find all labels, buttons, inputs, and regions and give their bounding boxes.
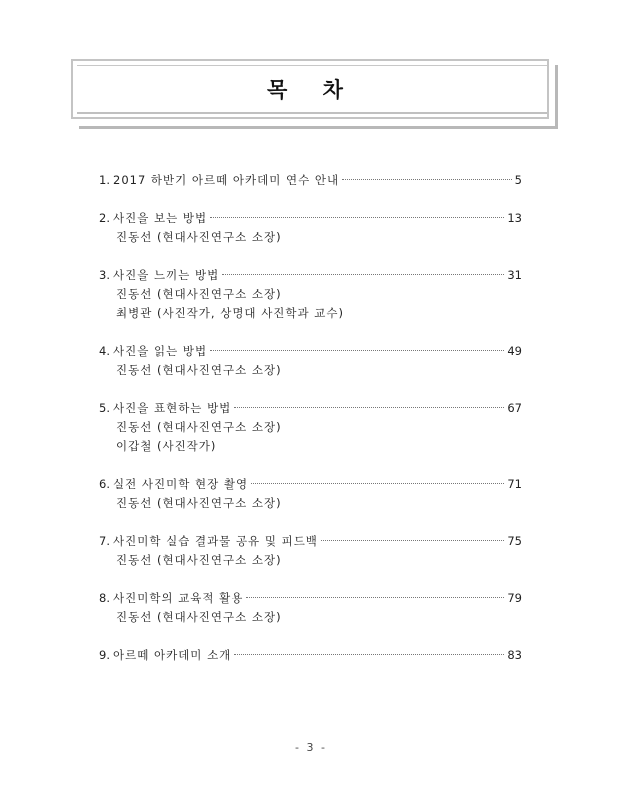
dot-leader bbox=[222, 274, 504, 275]
toc-page-number: 13 bbox=[507, 211, 522, 225]
title-box bbox=[71, 59, 549, 119]
toc-number: 9. bbox=[99, 648, 110, 662]
toc-presenter: 최병관 (사진작가, 상명대 사진학과 교수) bbox=[116, 306, 344, 320]
toc-title: 아르떼 아카데미 소개 bbox=[113, 648, 232, 662]
toc-line[interactable] bbox=[99, 171, 522, 190]
toc-presenter: 진동선 (현대사진연구소 소장) bbox=[116, 287, 282, 301]
toc-title: 사진을 느끼는 방법 bbox=[113, 268, 220, 282]
toc-title: 2017 하반기 아르떼 아카데미 연수 안내 bbox=[113, 173, 340, 187]
toc-entry bbox=[99, 266, 522, 323]
dot-leader bbox=[210, 350, 504, 351]
toc-page-number: 71 bbox=[507, 477, 522, 491]
title-inner bbox=[77, 65, 547, 114]
toc-title: 사진을 보는 방법 bbox=[113, 211, 208, 225]
toc-entry bbox=[99, 399, 522, 456]
toc-page-number: 67 bbox=[507, 401, 522, 415]
page-number: - 3 - bbox=[295, 741, 327, 754]
toc-number: 5. bbox=[99, 401, 110, 415]
toc-title: 사진을 읽는 방법 bbox=[113, 344, 208, 358]
toc-page-number: 83 bbox=[507, 648, 522, 662]
toc-line[interactable] bbox=[99, 266, 522, 285]
toc-line[interactable] bbox=[99, 209, 522, 228]
toc-presenter: 진동선 (현대사진연구소 소장) bbox=[116, 230, 282, 244]
toc-line[interactable] bbox=[99, 589, 522, 608]
toc-line[interactable] bbox=[99, 646, 522, 665]
toc-number: 1. bbox=[99, 173, 110, 187]
dot-leader bbox=[342, 179, 512, 180]
toc-page-number: 79 bbox=[507, 591, 522, 605]
title-frame bbox=[71, 59, 552, 123]
toc-page-number: 5 bbox=[514, 173, 522, 187]
toc-entry bbox=[99, 589, 522, 627]
page-title: 목 차 bbox=[267, 78, 357, 102]
toc-presenter: 진동선 (현대사진연구소 소장) bbox=[116, 553, 282, 567]
toc-entry bbox=[99, 475, 522, 513]
toc-presenter: 진동선 (현대사진연구소 소장) bbox=[116, 420, 282, 434]
toc-entry bbox=[99, 342, 522, 380]
toc-presenter: 이갑철 (사진작가) bbox=[116, 439, 217, 453]
toc-title: 사진미학 실습 결과물 공유 및 피드백 bbox=[113, 534, 318, 548]
toc-entry bbox=[99, 646, 522, 665]
dot-leader bbox=[234, 407, 504, 408]
dot-leader bbox=[210, 217, 504, 218]
toc-title: 사진미학의 교육적 활용 bbox=[113, 591, 244, 605]
toc-number: 3. bbox=[99, 268, 110, 282]
toc-page-number: 31 bbox=[507, 268, 522, 282]
dot-leader bbox=[246, 597, 504, 598]
dot-leader bbox=[321, 540, 504, 541]
toc-line[interactable] bbox=[99, 475, 522, 494]
toc-entry bbox=[99, 209, 522, 247]
toc-title: 실전 사진미학 현장 촬영 bbox=[113, 477, 249, 491]
toc-number: 7. bbox=[99, 534, 110, 548]
toc-page-number: 75 bbox=[507, 534, 522, 548]
toc-number: 8. bbox=[99, 591, 110, 605]
toc-entry bbox=[99, 532, 522, 570]
table-of-contents bbox=[99, 171, 522, 684]
toc-presenter: 진동선 (현대사진연구소 소장) bbox=[116, 610, 282, 624]
dot-leader bbox=[234, 654, 504, 655]
toc-presenter: 진동선 (현대사진연구소 소장) bbox=[116, 496, 282, 510]
dot-leader bbox=[251, 483, 504, 484]
toc-entry bbox=[99, 171, 522, 190]
toc-number: 4. bbox=[99, 344, 110, 358]
toc-page-number: 49 bbox=[507, 344, 522, 358]
toc-number: 2. bbox=[99, 211, 110, 225]
toc-presenter: 진동선 (현대사진연구소 소장) bbox=[116, 363, 282, 377]
toc-line[interactable] bbox=[99, 342, 522, 361]
toc-title: 사진을 표현하는 방법 bbox=[113, 401, 232, 415]
toc-number: 6. bbox=[99, 477, 110, 491]
toc-line[interactable] bbox=[99, 532, 522, 551]
toc-line[interactable] bbox=[99, 399, 522, 418]
